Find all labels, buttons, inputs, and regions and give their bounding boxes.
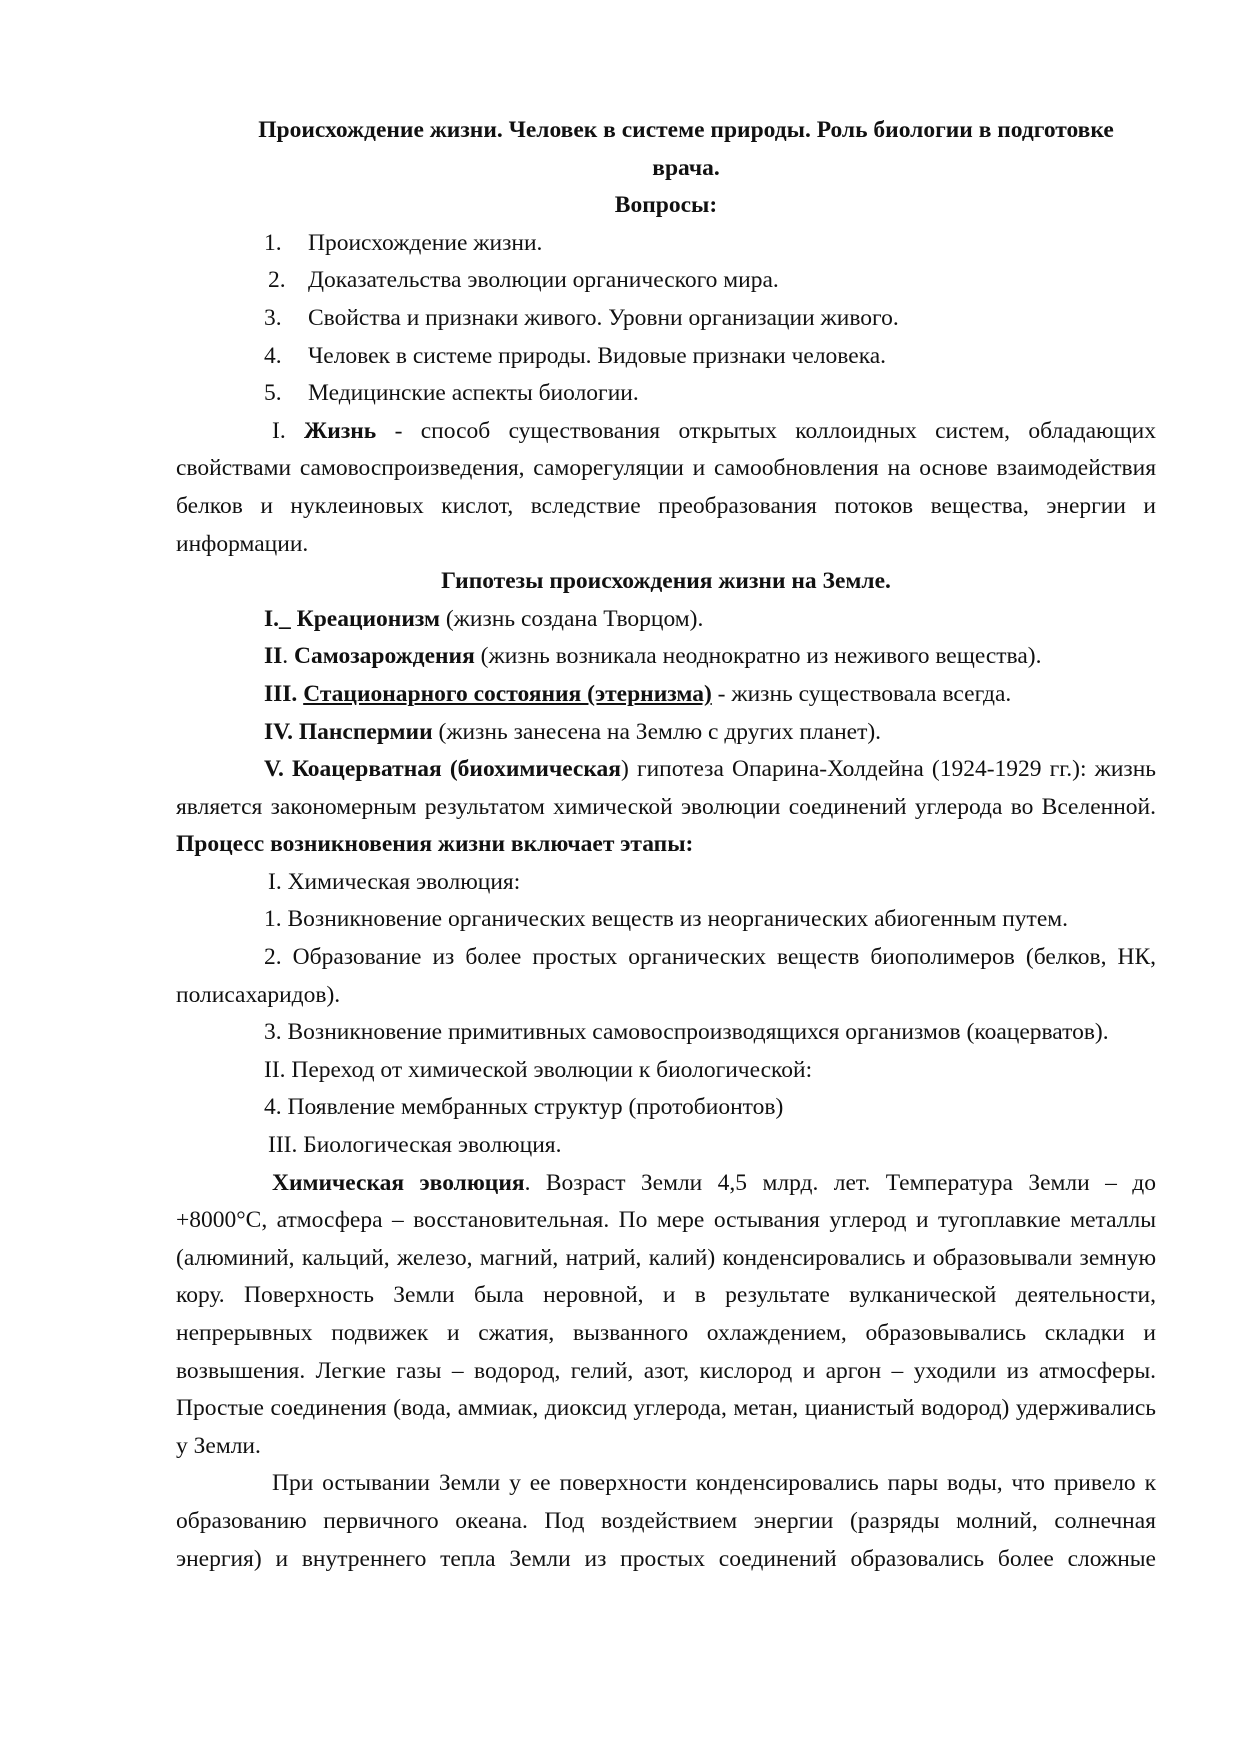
hypothesis-term: Стационарного состояния (этернизма): [303, 680, 712, 707]
hypothesis-number: III.: [264, 680, 304, 707]
hypothesis-item-2: [176, 638, 1156, 676]
hypothesis-number: II: [264, 643, 283, 670]
list-item: [176, 262, 1156, 300]
hypothesis-number: I._: [264, 605, 291, 632]
hypothesis-item-4: [176, 714, 1156, 752]
list-item: [176, 375, 1156, 413]
stage-step-3: 3. Возникновение примитивных самовоспроизводящихся организмов (коацерватов).: [264, 1019, 1109, 1046]
hypothesis-separator: .: [282, 643, 295, 670]
hypothesis-term: Коацерватная (биохимическая: [291, 756, 622, 783]
list-item-text: Происхождение жизни.: [308, 229, 543, 256]
list-item-number: 2.: [268, 267, 286, 294]
questions-heading: Вопросы:: [614, 192, 718, 219]
chem-evolution-term: Химическая эволюция: [272, 1169, 525, 1196]
stage-step-2: 2. Образование из более простых органических веществ биополимеров (белков, НК, полисахаридов).: [176, 944, 1156, 1008]
definition-paragraph: [176, 413, 1156, 563]
chem-evolution-paragraph: [176, 1165, 1156, 1466]
hypothesis-text: (жизнь занесена на Землю с других планет).: [432, 718, 882, 745]
hypothesis-text: (жизнь возникала неоднократно из неживого вещества).: [474, 643, 1042, 670]
list-item-number: 5.: [264, 380, 282, 407]
hypothesis-term: Самозарождения: [294, 643, 475, 670]
ocean-paragraph: При остывании Земли у ее поверхности конденсировались пары воды, что привело к образованию первичного океана. Под воздействием энергии (разряды молний, солнечная энергия) и внутреннего тепла Земли из простых соединений образовались более сложные: [176, 1470, 1156, 1572]
hypothesis-term: Панспермии: [298, 718, 433, 745]
hypothesis-text: - жизнь существовала всегда.: [711, 680, 1012, 707]
hypothesis-number: V.: [264, 756, 292, 783]
definition-prefix: I.: [272, 417, 305, 444]
list-item: [176, 338, 1156, 376]
hypothesis-item-3: [176, 676, 1156, 714]
stage-heading-3: III. Биологическая эволюция.: [268, 1132, 562, 1159]
list-item: [176, 225, 1156, 263]
definition-text: - способ существования открытых коллоидных систем, обладающих свойствами самовоспроизведения, саморегуляции и самообновления на основе взаимодействия белков и нуклеиновых кислот, вследствие преобразования потоков вещества, энергии и информации.: [176, 417, 1156, 557]
list-item-number: 3.: [264, 304, 282, 331]
chem-evolution-text: . Возраст Земли 4,5 млрд. лет. Температура Земли – до +8000°С, атмосфера – восстановительная. По мере остывания углерод и тугоплавкие металлы (алюминий, кальций, железо, магний, натрий, калий) конденсировались и образовывали земную кору. Поверхность Земли была неровной, и в результате вулканической деятельности, непрерывных подвижек и сжатия, вызванного охлаждением, образовывались складки и возвышения. Легкие газы – водород, гелий, азот, кислород и аргон – уходили из атмосферы. Простые соединения (вода, аммиак, диоксид углерода, метан, цианистый водород) удерживались у Земли.: [176, 1169, 1157, 1459]
questions-list: [176, 225, 1156, 413]
list-item-text: Медицинские аспекты биологии.: [308, 380, 639, 407]
document-page: [176, 112, 1156, 1578]
hypothesis-item-5: [176, 751, 1156, 864]
list-item-text: Свойства и признаки живого. Уровни организации живого.: [308, 304, 899, 331]
stage-heading-2: II. Переход от химической эволюции к биологической:: [264, 1056, 813, 1083]
list-item: [176, 300, 1156, 338]
document-title: Происхождение жизни. Человек в системе природы. Роль биологии в подготовке врача.: [258, 117, 1114, 181]
list-item-number: 1.: [264, 229, 282, 256]
list-item-text: Доказательства эволюции органического мира.: [308, 267, 779, 294]
hypotheses-heading: Гипотезы происхождения жизни на Земле.: [441, 568, 891, 595]
list-item-text: Человек в системе природы. Видовые признаки человека.: [308, 342, 887, 369]
stage-step-1: 1. Возникновение органических веществ из неорганических абиогенным путем.: [264, 906, 1069, 933]
list-item-number: 4.: [264, 342, 282, 369]
hypothesis-item-1: [176, 601, 1156, 639]
hypothesis-text: ) гипотеза Опарина-Холдейна (1924-1929 гг.): жизнь является закономерным результатом химической эволюции соединений углерода во Вселенной.: [176, 756, 1156, 820]
stage-step-4: 4. Появление мембранных структур (протобионтов): [264, 1094, 784, 1121]
definition-term: Жизнь: [304, 417, 377, 444]
hypothesis-number: IV.: [264, 718, 299, 745]
hypothesis-term: Креационизм: [296, 605, 440, 632]
hypothesis-text: (жизнь создана Творцом).: [439, 605, 704, 632]
hypothesis-stages-lead: Процесс возникновения жизни включает этапы:: [176, 831, 694, 858]
stage-heading-1: I. Химическая эволюция:: [268, 868, 521, 895]
